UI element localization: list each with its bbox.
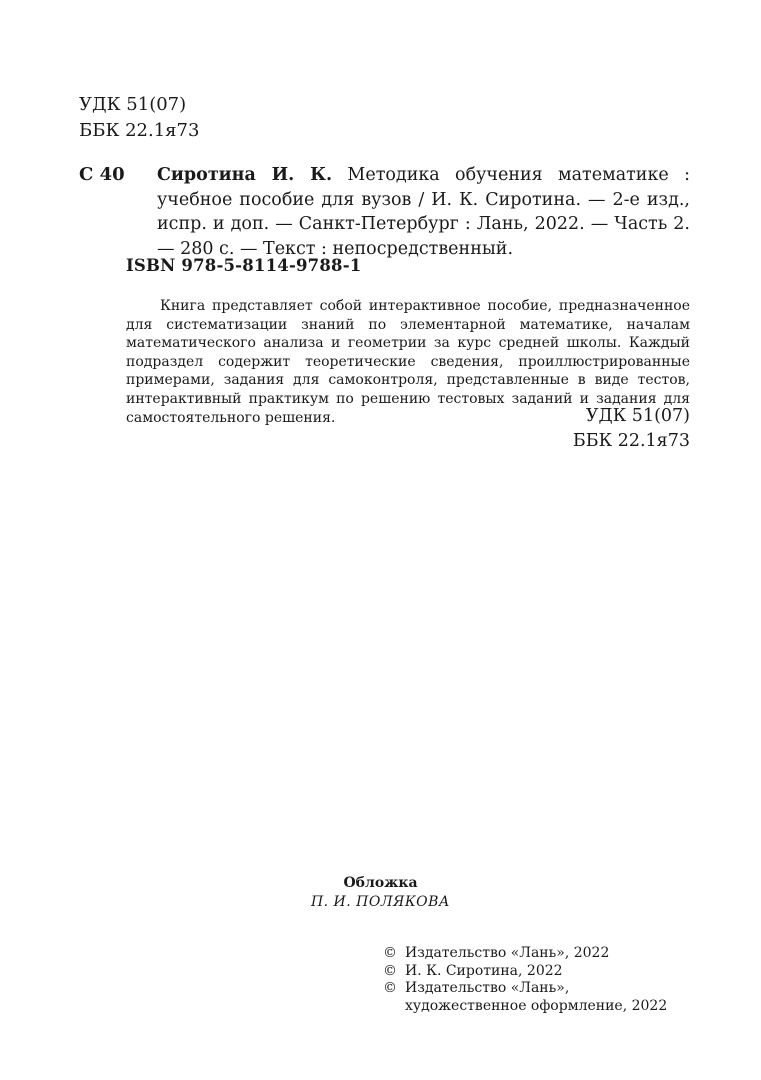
copyright-line	[383, 963, 675, 981]
udk-code-right: УДК 51(07)	[585, 406, 690, 426]
classification-block-right	[573, 404, 690, 454]
annotation: Книга представляет собой интерактивное пособие, предназначенное для систематизации знаний по элементарной математике, началам математического анализа и геометрии за курс средней школы. Каждый подраздел содержит теоретические сведения, проиллюстрированные примерами, задания для самоконтроля, представленные в виде тестов, интерактивный практикум по решению тестовых заданий и задания для самостоятельного решения.	[126, 298, 690, 426]
copyright-line	[383, 945, 675, 963]
copyright-text: И. К. Сиротина, 2022	[405, 962, 563, 979]
author-name: Сиротина И. К.	[157, 165, 333, 185]
cover-credit	[0, 874, 761, 912]
bbk-code: ББК 22.1я73	[79, 120, 200, 141]
author-mark: С 40	[79, 164, 125, 185]
copyright-block	[383, 945, 675, 1015]
copyright-icon: ©	[383, 962, 397, 979]
copyright-text: Издательство «Лань», художественное оформление, 2022	[405, 980, 668, 1014]
bibliographic-record	[157, 163, 690, 261]
cover-label: Обложка	[343, 875, 418, 891]
copyright-text: Издательство «Лань», 2022	[405, 945, 610, 961]
copyright-icon: ©	[383, 945, 397, 961]
classification-block-top	[79, 92, 199, 144]
cover-designer: П. И. ПОЛЯКОВА	[310, 894, 451, 910]
udk-code: УДК 51(07)	[79, 94, 187, 115]
copyright-icon: ©	[383, 980, 397, 996]
isbn: ISBN 978-5-8114-9788-1	[126, 256, 362, 275]
copyright-line	[383, 980, 675, 1015]
bibliographic-description: Методика обучения математике : учебное пособие для вузов / И. К. Сиротина. — 2-е изд., испр. и доп. — Санкт-Петербург : Лань, 2022. — Часть 2. — 280 с. — Текст : непосредственный.	[157, 165, 690, 259]
bbk-code-right: ББК 22.1я73	[572, 431, 690, 451]
